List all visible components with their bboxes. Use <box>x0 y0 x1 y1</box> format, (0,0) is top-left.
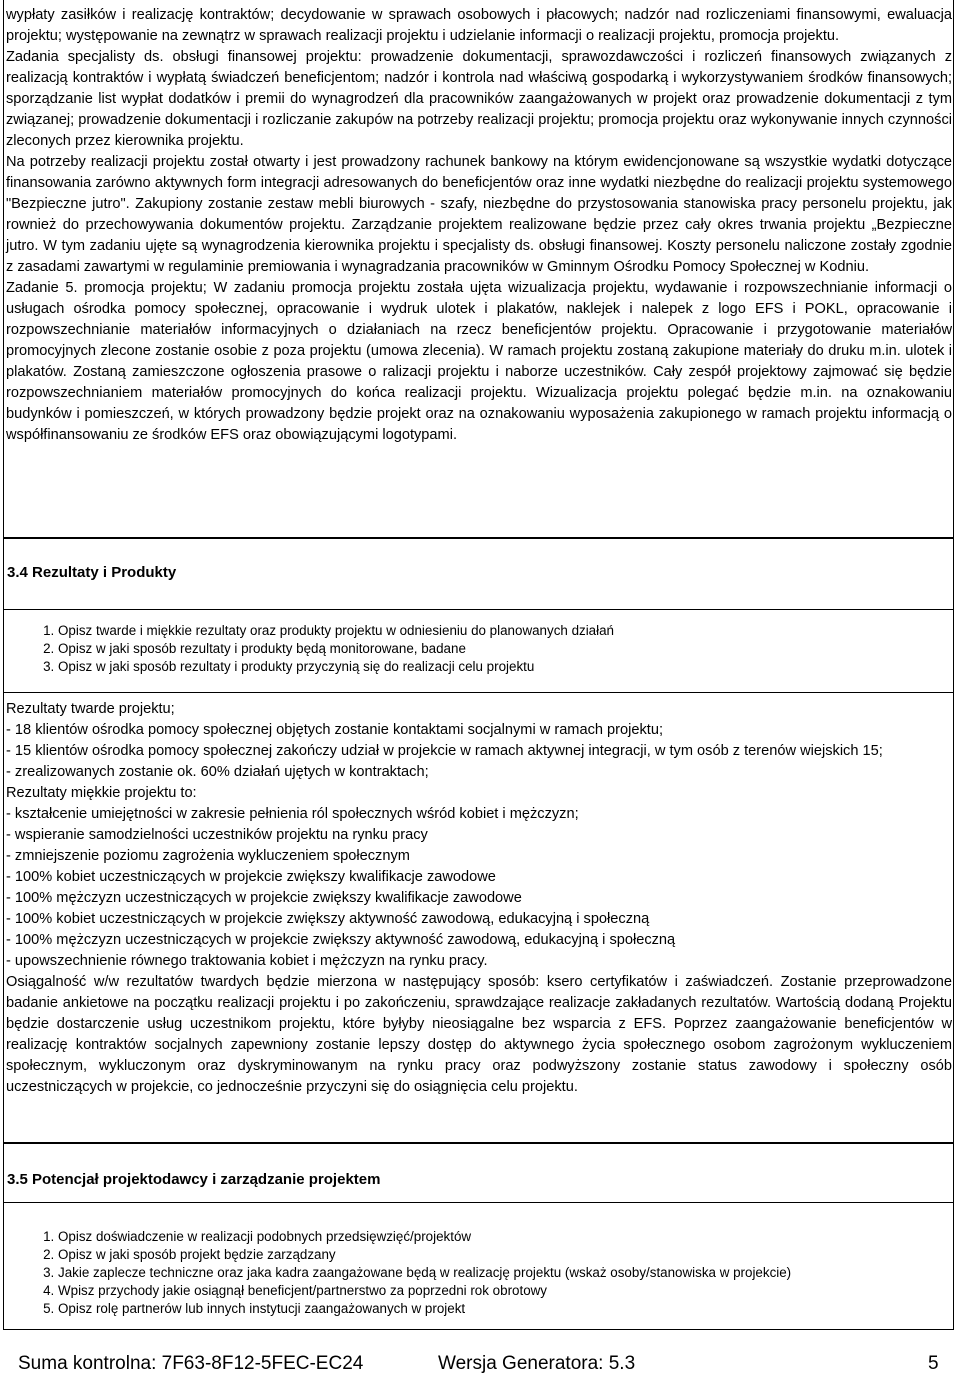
text-line: - upowszechnienie równego traktowania kobiet i mężczyzn na rynku pracy. <box>6 953 488 969</box>
section-34-heading: 3.4 Rezultaty i Produkty <box>7 564 177 581</box>
text-line: - kształcenie umiejętności w zakresie pełnienia ról społecznych wśród kobiet i mężczyzn; <box>6 806 579 822</box>
footer-page-number: 5 <box>928 1353 939 1374</box>
text-line: - 15 klientów ośrodka pomocy społecznej zakończy udział w projekcie w ramach aktywnej integracji, w tym osób z terenów wiejskich 15; <box>6 743 883 759</box>
paragraph: Zadanie 5. promocja projektu; W zadaniu promocja projektu została ujęta wizualizacja projektu, wydawanie i rozpowszechnianie informacji o usługach ośrodka pomocy społecznej, opracowanie i wydruk ulotek i plakatów, naklejek i nalepek z logo EFS i POKL, opracowanie i rozpowszechnianie materiałów informacyjnych o działaniach na rzecz beneficjentów projektu. Opracowanie i przygotowanie materiałów promocyjnych zlecone zostanie osobie z poza projektu (umowa zlecenia). W ramach projektu zostaną zakupione materiały do druku m.in. ulotek i plakatów. Zostaną zamieszczone ogłoszenia prasowe o ralizacji projektu i naborze uczestników. Cały zespół projektowy zajmować się będzie rozpowszechnianiem materiałów promocyjnych do końca realizacji projektu. Wizualizacja projektu polegać będzie m.in. na oznakowaniu budynków i pomieszczeń, w których prowadzony będzie projekt oraz na oznakowaniu wyposażenia zakupionego w ramach projektu informacją o współfinansowaniu ze środków EFS oraz obowiązującymi logotypami. <box>6 280 952 443</box>
text-line: - zmniejszenie poziomu zagrożenia wykluczeniem społecznym <box>6 848 410 864</box>
text-line: Osiągalność w/w rezultatów twardych będzie mierzona w następujący sposób: ksero certyfikatów i zaświadczeń. Zostanie przeprowadzone badanie ankietowe na początku realizacji projektu i po zakończeniu, sprawdzające realizacje zakładanych rezultatów. Wartością dodaną Projektu będzie dostarczenie usług uczestnikom projektu, które byłyby nieosiągalne bez wsparcia z EFS. Poprzez zaangażowanie beneficjentów w realizację kontraktów socjalnych zapewniony zostanie lepszy dostęp do aktywnego życia społecznego osobom zagrożonym wykluczeniem społecznym, wykluczonym oraz dyskryminowanym na rynku pracy oraz podwyższony zostanie status zawodowy i społeczny osób uczestniczących w projekcie, co jednocześnie przyczyni się do osiągnięcia celu projektu. <box>6 974 952 1095</box>
list-item: 5. Opisz rolę partnerów lub innych instytucji zaangażowanych w projekt <box>58 1300 938 1318</box>
text-line: - 100% kobiet uczestniczących w projekcie zwiększy kwalifikacje zawodowe <box>6 869 496 885</box>
section-35-heading: 3.5 Potencjał projektodawcy i zarządzanie projektem <box>7 1171 381 1188</box>
list-item: 1. Opisz doświadczenie w realizacji podobnych przedsięwzięć/projektów <box>58 1228 938 1246</box>
text-line: - 100% mężczyzn uczestniczących w projekcie zwiększy kwalifikacje zawodowe <box>6 890 522 906</box>
section-34-question-list <box>36 622 938 676</box>
text-line: Rezultaty miękkie projektu to: <box>6 785 197 801</box>
paragraph: Zadania specjalisty ds. obsługi finansowej projektu: prowadzenie dokumentacji, sprawozdawczości i rozliczeń finansowych związanych z realizacją kontraktów i wypłatą świadczeń beneficjentom; nadzór i kontrola nad właściwą gospodarką i wykorzystywaniem środków finansowych; sporządzanie list wypłat dodatków i premii do wynagrodzeń dla pracowników zaangażowanych w projekt oraz prowadzenie dokumentacji z tym związanej; prowadzenie dokumentacji i rozliczanie zakupów na potrzeby realizacji projektu; promocja projektu oraz wykonywanie innych czynności zleconych przez kierownika projektu. <box>6 49 952 149</box>
list-item: 1. Opisz twarde i miękkie rezultaty oraz produkty projektu w odniesieniu do planowanych działań <box>58 622 938 640</box>
text-line: - zrealizowanych zostanie ok. 60% działań ujętych w kontraktach; <box>6 764 429 780</box>
list-item: 3. Jakie zaplecze techniczne oraz jaka kadra zaangażowane będą w realizację projektu (wskaż osoby/stanowiska w projekcie) <box>58 1264 938 1282</box>
paragraph: Na potrzeby realizacji projektu został otwarty i jest prowadzony rachunek bankowy na którym ewidencjonowane są wszystkie wydatki dotyczące finansowania zarówno aktywnych form integracji adresowanych do beneficjentów oraz inne wydatki niezbędne do realizacji projektu systemowego "Bezpieczne jutro". Zakupiony zostanie zestaw mebli biurowych - szafy, niezbędne do przystosowania stanowiska pracy personelu projektu, jak rownież do przechowywania dokumentów projektu. Zarządzanie projektem realizowane będzie przez cały okres trwania projektu „Bezpieczne jutro. W tym zadaniu ujęte są wynagrodzenia kierownika projektu i specjalisty ds. obsługi finansowej. Koszty personelu naliczone zostały zgodnie z zasadami zawartymi w regulaminie premiowania i wynagradzania pracowników w Gminnym Ośrodku Pomocy Społecznej w Kodniu. <box>6 154 952 275</box>
text-line: - 18 klientów ośrodka pomocy społecznej objętych zostanie kontaktami socjalnymi w ramach projektu; <box>6 722 664 738</box>
footer-checksum: Suma kontrolna: 7F63-8F12-5FEC-EC24 <box>18 1353 364 1374</box>
text-line: - 100% kobiet uczestniczących w projekcie zwiększy aktywność zawodową, edukacyjną i społeczną <box>6 911 650 927</box>
list-item: 2. Opisz w jaki sposób rezultaty i produkty będą monitorowane, badane <box>58 640 938 658</box>
list-item: 2. Opisz w jaki sposób projekt będzie zarządzany <box>58 1246 938 1264</box>
section-34-answer <box>6 699 952 1098</box>
text-line: - wspieranie samodzielności uczestników projektu na rynku pracy <box>6 827 428 843</box>
paragraph: wypłaty zasiłków i realizację kontraktów; decydowanie w sprawach osobowych i płacowych; nadzór nad rozliczeniami finansowymi, ewaluacja projektu; występowanie na zewnątrz w sprawach realizacji projektu i udzielanie informacji o realizacji projektu, promocja projektu. <box>6 7 952 44</box>
text-line: Rezultaty twarde projektu; <box>6 701 175 717</box>
list-item: 4. Wpisz przychody jakie osiągnął beneficjent/partnerstwo za poprzedni rok obrotowy <box>58 1282 938 1300</box>
text-line: - 100% mężczyzn uczestniczących w projekcie zwiększy aktywność zawodową, edukacyjną i społeczną <box>6 932 676 948</box>
list-item: 3. Opisz w jaki sposób rezultaty i produkty przyczynią się do realizacji celu projektu <box>58 658 938 676</box>
section-35-question-list <box>36 1228 938 1318</box>
top-text <box>6 5 952 446</box>
footer-version: Wersja Generatora: 5.3 <box>438 1353 636 1374</box>
